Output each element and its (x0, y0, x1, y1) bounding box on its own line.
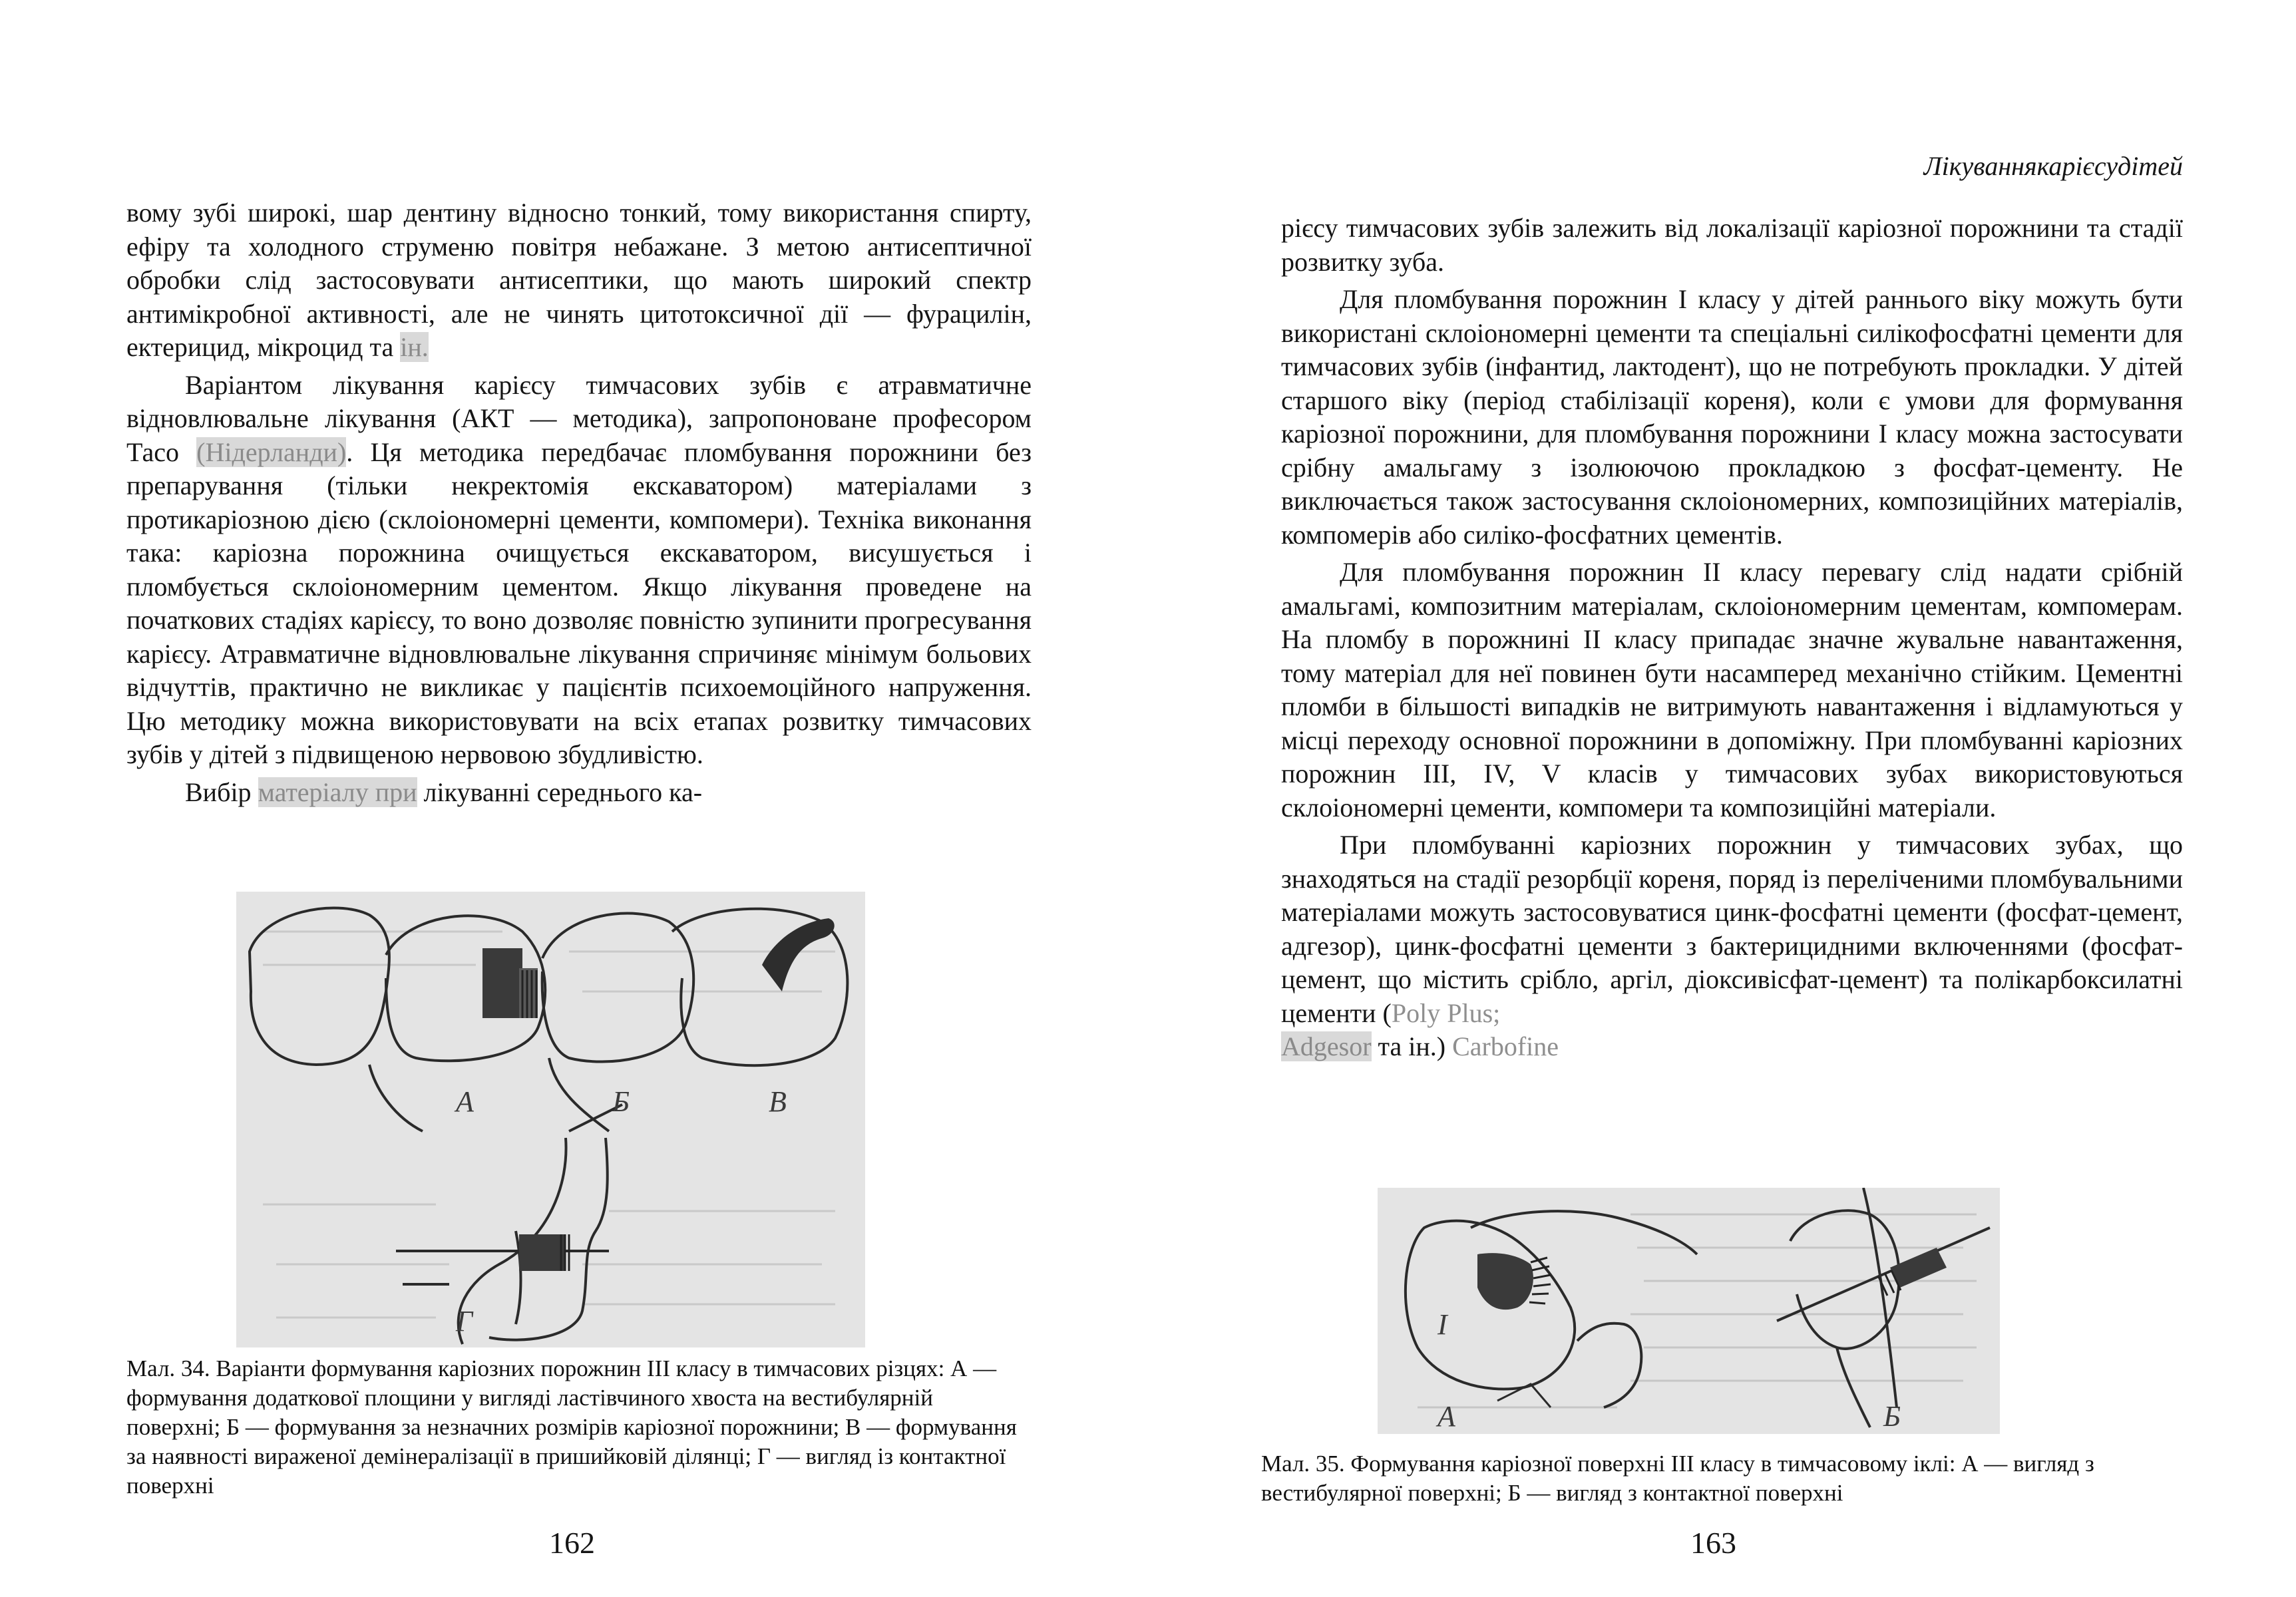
figure-34-label-a: А (456, 1085, 474, 1118)
left-paragraph-1 (126, 196, 1032, 365)
figure-35-drawing (1378, 1188, 2000, 1434)
figure-34-caption: Мал. 34. Варіанти формування каріозних порожнин III класу в тимчасових різцях: А — формування додаткової площини у вигляді ластівчиного хвоста на вестибулярній поверхні; Б — формування за незначних розмірів каріозної порожнини; В — формування за наявності вираженої демінералізації в пришийковій ділянці; Г — вигляд із контактної поверхні (126, 1355, 1017, 1499)
left-paragraph-3-highlight: матеріалу при (258, 777, 417, 807)
left-paragraph-2-text-after: . Ця методика передбачає пломбування порожнини без препарування (тільки некректомія екскаватором) матеріалами з протикаріозною дією (склоіономерні цементи, компомери). Техніка виконання така: каріозна порожнина очищується екскаватором, висушується і пломбується склоіономерним цементом. Якщо лікування проведене на початкових стадіях карієсу, то воно дозволяє повністю зупинити прогресування карієсу. Атравматичне відновлювальне лікування спричиняє мінімум больових відчуттів, практично не викликає у пацієнтів психоемоційного напруження. Цю методику можна використовувати на всіх етапах розвитку тимчасових зубів у дітей з підвищеною нервовою збудливістю. (126, 437, 1032, 769)
figure-35 (1378, 1188, 2000, 1434)
left-paragraph-3 (126, 776, 1032, 810)
left-paragraph-1-text: вому зубі широкі, шар дентину відносно тонкий, тому використання спирту, ефіру та холодного струменю повітря небажане. З метою антисептичної обробки слід застосовувати антисептики, що мають широкий спектр антимікробної активності, але не чинять цитотоксичної дії — фурацилін, ектерицид, мікроцид та (126, 198, 1032, 362)
left-paragraph-3-text: Вибір (185, 777, 258, 807)
figure-34-label-b: Б (612, 1085, 630, 1118)
left-paragraph-2-highlight: (Нідерланди) (196, 437, 347, 467)
right-body-text (1281, 212, 2183, 1068)
running-head: Лікуваннякарієсудітей (1923, 151, 2183, 181)
left-body-text (126, 196, 1032, 813)
right-paragraph-2: Для пломбування порожнин І класу у дітей раннього віку можуть бути використані склоіономерні цементи та спеціальні силікофосфатні цементи для тимчасових зубів (інфантид, лактодент), що не потребують прокладки. У дітей старшого віку (період стабілізації кореня), коли є умови для формування каріозної порожнини, для пломбування порожнини І класу можна застосувати срібну амальгаму з ізолюючою прокладкою з фосфат-цементу. Не виключається також застосування склоіономерних, композиційних матеріалів, компомерів або силіко-фосфатних цементів. (1281, 284, 2183, 550)
right-page (1148, 0, 2296, 1597)
right-paragraph-4-tail-faded: Carbofine (1452, 1031, 1559, 1061)
figure-34 (236, 892, 865, 1347)
right-paragraph-1: рієсу тимчасових зубів залежить від локалізації каріозної порожнини та стадії розвитку зуба. (1281, 213, 2183, 277)
right-paragraph-4-faded: Poly Plus; (1391, 997, 1501, 1028)
left-paragraph-2 (126, 369, 1032, 772)
right-paragraph-4 (1281, 828, 2183, 1064)
left-page-number: 162 (549, 1526, 595, 1560)
figure-34-label-v: В (769, 1085, 787, 1118)
right-paragraph-4-tail-highlight: Adgesor (1281, 1031, 1372, 1061)
left-paragraph-3-text-after: лікуванні середнього ка- (417, 777, 703, 807)
right-page-number: 163 (1690, 1526, 1736, 1560)
right-paragraph-3: Для пломбування порожнин II класу перевагу слід надати срібній амальгамі, композитним матеріалам, склоіономерним цементам, компомерам. На пломбу в порожнині II класу припадає значне жувальне навантаження, тому матеріал для неї повинен бути насамперед механічно стійким. Цементні пломби в більшості випадків не витримують навантаження і відламуються у місці переходу основної порожнини в допоміжну. При пломбуванні каріозних порожнин III, IV, V класів у тимчасових зубах використовуються склоіономерні цементи, компомери та композиційні матеріали. (1281, 557, 2183, 822)
figure-34-label-g: Г (456, 1305, 473, 1337)
figure-35-label-b: Б (1883, 1400, 1901, 1433)
figure-35-label-a: А (1437, 1400, 1455, 1433)
figure-34-drawing (236, 892, 865, 1347)
left-paragraph-1-highlight: ін. (400, 332, 429, 362)
figure-35-label-i: І (1437, 1308, 1447, 1341)
right-paragraph-4-tail-text: та ін.) (1371, 1031, 1446, 1061)
left-paragraph-2-text: Варіантом лікування карієсу тимчасових зубів є атравматичне відновлювальне лікування (АКТ — методика), запропоноване професором Тасо (126, 369, 1032, 467)
figure-35-caption: Мал. 35. Формування каріозної поверхні III класу в тимчасовому іклі: А — вигляд з вестибулярної поверхні; Б — вигляд з контактної поверхні (1261, 1451, 2094, 1506)
right-paragraph-4-text: При пломбуванні каріозних порожнин у тимчасових зубах, що знаходяться на стадії резорбції кореня, поряд із переліченими пломбувальними матеріалами можуть застосовуватися цинк-фосфатні цементи (фосфат-цемент, адгезор), цинк-фосфатні цементи з бактерицидними включеннями (фосфат-цемент, що містить срібло, аргіл, діоксивісфат-цемент) та полікарбоксилатні цементи ( (1281, 830, 2183, 1028)
